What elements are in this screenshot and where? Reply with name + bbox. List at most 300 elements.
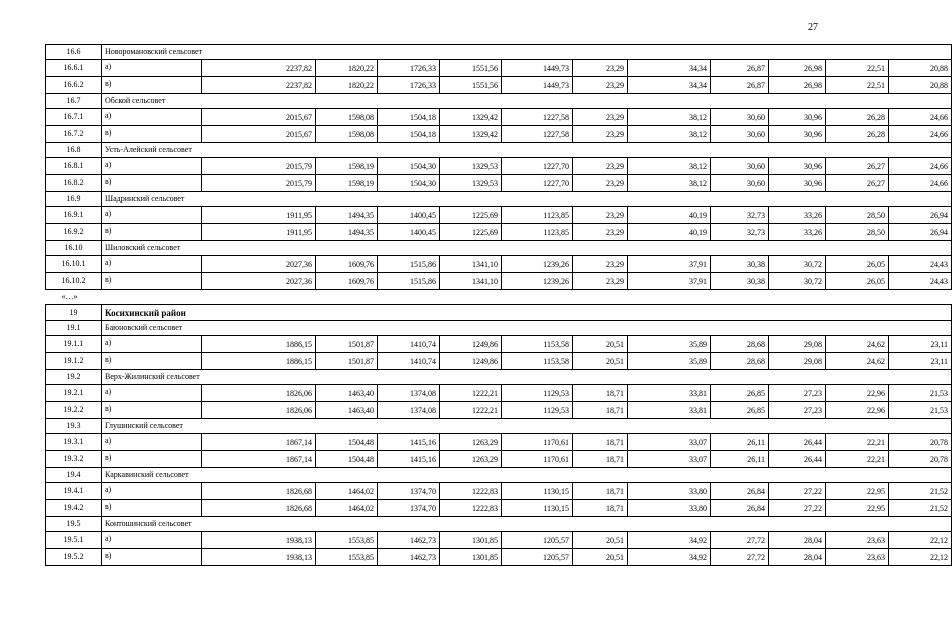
value-cell: 1123,85 [502,224,573,241]
value-cell: 28,68 [711,336,769,353]
section-row [46,321,952,336]
value-cell: 26,27 [826,175,889,192]
value-cell: 23,29 [573,126,628,143]
row-label: а) [102,109,202,126]
section-row [46,45,952,60]
value-cell: 34,92 [628,532,711,549]
value-cell: 1263,29 [440,451,502,468]
value-cell: 1598,19 [316,158,378,175]
value-cell: 33,81 [628,402,711,419]
row-code: 16.7.1 [46,109,102,126]
value-cell: 1598,08 [316,126,378,143]
value-cell: 26,98 [769,60,826,77]
value-cell: 1329,53 [440,175,502,192]
value-cell: 1129,53 [502,402,573,419]
value-cell: 26,28 [826,126,889,143]
row-label: в) [102,175,202,192]
section-name: Баюновский сельсовет [102,321,952,336]
row-label: в) [102,451,202,468]
value-cell: 2027,36 [202,273,316,290]
district-name: Косихинский район [102,305,952,321]
row-code: 19.2 [46,370,102,385]
table-row [46,60,952,77]
table-row [46,532,952,549]
value-cell: 30,96 [769,175,826,192]
value-cell: 22,96 [826,385,889,402]
page-number: 27 [808,22,818,33]
value-cell: 1504,48 [316,434,378,451]
row-code: 16.8.1 [46,158,102,175]
value-cell: 27,23 [769,402,826,419]
value-cell: 33,80 [628,483,711,500]
value-cell: 20,51 [573,336,628,353]
value-cell: 38,12 [628,158,711,175]
value-cell: 2015,79 [202,158,316,175]
row-label: в) [102,224,202,241]
value-cell: 34,34 [628,60,711,77]
row-code: 16.7 [46,94,102,109]
value-cell: 1551,56 [440,77,502,94]
value-cell: 22,21 [826,434,889,451]
value-cell: 24,43 [889,256,952,273]
value-cell: 23,29 [573,60,628,77]
section-name: Шадринский сельсовет [102,192,952,207]
value-cell: 1501,87 [316,353,378,370]
value-cell: 30,96 [769,109,826,126]
value-cell: 20,88 [889,77,952,94]
section-name: Шиловский сельсовет [102,241,952,256]
value-cell: 33,07 [628,451,711,468]
table-row [46,500,952,517]
row-code: 16.8.2 [46,175,102,192]
value-cell: 22,12 [889,549,952,566]
value-cell: 1886,15 [202,336,316,353]
value-cell: 27,22 [769,500,826,517]
table-row [46,549,952,566]
table-row [46,336,952,353]
value-cell: 22,95 [826,500,889,517]
row-label: в) [102,126,202,143]
value-cell: 1205,57 [502,532,573,549]
value-cell: 1449,73 [502,60,573,77]
value-cell: 26,11 [711,434,769,451]
value-cell: 30,60 [711,175,769,192]
table-row [46,77,952,94]
value-cell: 1938,13 [202,549,316,566]
value-cell: 1504,18 [378,109,440,126]
value-cell: 18,71 [573,500,628,517]
value-cell: 28,04 [769,532,826,549]
value-cell: 23,29 [573,77,628,94]
section-row [46,468,952,483]
row-code: 19.1.2 [46,353,102,370]
value-cell: 30,72 [769,256,826,273]
table-row [46,353,952,370]
table-row [46,207,952,224]
row-code: 19.5.1 [46,532,102,549]
value-cell: 24,62 [826,336,889,353]
value-cell: 20,51 [573,549,628,566]
section-row [46,241,952,256]
value-cell: 30,60 [711,109,769,126]
value-cell: 1886,15 [202,353,316,370]
value-cell: 1222,83 [440,483,502,500]
value-cell: 18,71 [573,483,628,500]
section-name: Контошинский сельсовет [102,517,952,532]
value-cell: 32,73 [711,224,769,241]
value-cell: 20,78 [889,451,952,468]
value-cell: 1415,16 [378,451,440,468]
value-cell: 1225,69 [440,207,502,224]
value-cell: 1553,85 [316,549,378,566]
value-cell: 24,66 [889,126,952,143]
value-cell: 1153,58 [502,353,573,370]
value-cell: 1911,95 [202,224,316,241]
value-cell: 1400,45 [378,224,440,241]
table-row [46,273,952,290]
value-cell: 20,78 [889,434,952,451]
value-cell: 1341,10 [440,273,502,290]
value-cell: 2027,36 [202,256,316,273]
value-cell: 22,51 [826,77,889,94]
row-label: а) [102,336,202,353]
value-cell: 1374,08 [378,385,440,402]
table-row [46,434,952,451]
value-cell: 33,07 [628,434,711,451]
value-cell: 33,80 [628,500,711,517]
value-cell: 1227,70 [502,175,573,192]
section-name: Обской сельсовет [102,94,952,109]
value-cell: 1462,73 [378,532,440,549]
value-cell: 28,04 [769,549,826,566]
value-cell: 37,91 [628,273,711,290]
value-cell: 1227,58 [502,126,573,143]
value-cell: 1410,74 [378,353,440,370]
value-cell: 1329,42 [440,109,502,126]
value-cell: 28,50 [826,207,889,224]
value-cell: 1239,26 [502,256,573,273]
value-cell: 1462,73 [378,549,440,566]
value-cell: 1515,86 [378,273,440,290]
value-cell: 33,26 [769,224,826,241]
row-label: в) [102,402,202,419]
value-cell: 1341,10 [440,256,502,273]
value-cell: 1249,86 [440,353,502,370]
value-cell: 1130,15 [502,500,573,517]
value-cell: 23,29 [573,256,628,273]
section-name: Усть-Алейский сельсовет [102,143,952,158]
section-row [46,143,952,158]
value-cell: 18,71 [573,451,628,468]
row-label: в) [102,549,202,566]
value-cell: 1123,85 [502,207,573,224]
value-cell: 26,94 [889,207,952,224]
tariff-table [45,44,952,566]
value-cell: 22,96 [826,402,889,419]
value-cell: 1129,53 [502,385,573,402]
value-cell: 1464,02 [316,483,378,500]
value-cell: 30,38 [711,256,769,273]
value-cell: 30,60 [711,126,769,143]
value-cell: 1239,26 [502,273,573,290]
row-code: 19.4.2 [46,500,102,517]
table-row [46,451,952,468]
section-row [46,517,952,532]
table-body [46,45,952,566]
value-cell: 32,73 [711,207,769,224]
value-cell: 34,34 [628,77,711,94]
row-code: 16.9 [46,192,102,207]
row-code: 19.3.1 [46,434,102,451]
value-cell: 1170,61 [502,451,573,468]
value-cell: 38,12 [628,175,711,192]
value-cell: 1301,85 [440,549,502,566]
value-cell: 1867,14 [202,434,316,451]
value-cell: 1329,53 [440,158,502,175]
row-label: а) [102,483,202,500]
row-label: а) [102,158,202,175]
value-cell: 1504,18 [378,126,440,143]
value-cell: 37,91 [628,256,711,273]
value-cell: 21,53 [889,402,952,419]
value-cell: 1329,42 [440,126,502,143]
row-code: 19.2.2 [46,402,102,419]
row-label: а) [102,207,202,224]
section-row [46,94,952,109]
value-cell: 1938,13 [202,532,316,549]
section-name: Новоромановский сельсовет [102,45,952,60]
value-cell: 1726,33 [378,60,440,77]
value-cell: 18,71 [573,402,628,419]
value-cell: 40,19 [628,224,711,241]
value-cell: 1553,85 [316,532,378,549]
value-cell: 1609,76 [316,273,378,290]
section-row [46,370,952,385]
value-cell: 26,84 [711,500,769,517]
value-cell: 29,08 [769,336,826,353]
value-cell: 2015,67 [202,109,316,126]
value-cell: 30,60 [711,158,769,175]
row-label: в) [102,353,202,370]
value-cell: 1374,08 [378,402,440,419]
table-row [46,402,952,419]
value-cell: 1494,35 [316,207,378,224]
value-cell: 24,62 [826,353,889,370]
value-cell: 1227,58 [502,109,573,126]
value-cell: 2015,67 [202,126,316,143]
value-cell: 1400,45 [378,207,440,224]
value-cell: 1826,06 [202,402,316,419]
value-cell: 27,72 [711,549,769,566]
table-row [46,385,952,402]
value-cell: 1222,21 [440,385,502,402]
value-cell: 26,85 [711,402,769,419]
value-cell: 1501,87 [316,336,378,353]
row-code: 16.6 [46,45,102,60]
district-row [46,305,952,321]
table-row [46,158,952,175]
row-code: 16.6.1 [46,60,102,77]
value-cell: 1222,83 [440,500,502,517]
table-row [46,126,952,143]
section-name: Глушинский сельсовет [102,419,952,434]
row-label: в) [102,273,202,290]
value-cell: 18,71 [573,434,628,451]
value-cell: 1205,57 [502,549,573,566]
value-cell: 1504,30 [378,158,440,175]
value-cell: 40,19 [628,207,711,224]
row-label: в) [102,77,202,94]
value-cell: 23,63 [826,532,889,549]
value-cell: 26,11 [711,451,769,468]
value-cell: 23,29 [573,273,628,290]
value-cell: 1826,68 [202,500,316,517]
value-cell: 20,51 [573,353,628,370]
value-cell: 2015,79 [202,175,316,192]
value-cell: 26,94 [889,224,952,241]
value-cell: 38,12 [628,109,711,126]
value-cell: 24,66 [889,158,952,175]
value-cell: 1826,06 [202,385,316,402]
value-cell: 26,87 [711,60,769,77]
value-cell: 1911,95 [202,207,316,224]
value-cell: 1598,19 [316,175,378,192]
value-cell: 21,52 [889,483,952,500]
value-cell: 2237,82 [202,77,316,94]
value-cell: 26,44 [769,434,826,451]
value-cell: 24,66 [889,109,952,126]
value-cell: 35,89 [628,336,711,353]
row-label: а) [102,532,202,549]
row-code: 16.8 [46,143,102,158]
value-cell: 26,05 [826,273,889,290]
ellipsis-row [46,290,952,305]
table-row [46,256,952,273]
row-code: 16.10 [46,241,102,256]
row-code: 16.9.1 [46,207,102,224]
value-cell: 21,52 [889,500,952,517]
row-code: 16.7.2 [46,126,102,143]
value-cell: 22,95 [826,483,889,500]
value-cell: 23,11 [889,336,952,353]
row-code: 19 [46,305,102,321]
value-cell: 28,68 [711,353,769,370]
value-cell: 26,84 [711,483,769,500]
value-cell: 1515,86 [378,256,440,273]
row-code: 19.3 [46,419,102,434]
value-cell: 34,92 [628,549,711,566]
row-code: 19.4.1 [46,483,102,500]
value-cell: 33,81 [628,385,711,402]
value-cell: 26,27 [826,158,889,175]
table-row [46,483,952,500]
value-cell: 26,44 [769,451,826,468]
row-code: 19.3.2 [46,451,102,468]
table-row [46,109,952,126]
row-code: 19.2.1 [46,385,102,402]
row-code: 16.10.1 [46,256,102,273]
value-cell: 23,29 [573,224,628,241]
value-cell: 1374,70 [378,500,440,517]
row-code: 16.10.2 [46,273,102,290]
value-cell: 20,51 [573,532,628,549]
value-cell: 23,29 [573,207,628,224]
value-cell: 1225,69 [440,224,502,241]
value-cell: 20,88 [889,60,952,77]
value-cell: 24,66 [889,175,952,192]
value-cell: 1301,85 [440,532,502,549]
value-cell: 30,38 [711,273,769,290]
section-row [46,192,952,207]
value-cell: 1504,48 [316,451,378,468]
value-cell: 30,96 [769,126,826,143]
value-cell: 26,28 [826,109,889,126]
value-cell: 1374,70 [378,483,440,500]
value-cell: 1227,70 [502,158,573,175]
value-cell: 1826,68 [202,483,316,500]
value-cell: 1249,86 [440,336,502,353]
value-cell: 1170,61 [502,434,573,451]
value-cell: 1820,22 [316,60,378,77]
value-cell: 26,98 [769,77,826,94]
value-cell: 30,72 [769,273,826,290]
value-cell: 38,12 [628,126,711,143]
value-cell: 23,63 [826,549,889,566]
value-cell: 22,51 [826,60,889,77]
row-code: 19.4 [46,468,102,483]
section-name: Верх-Жилинский сельсовет [102,370,952,385]
ellipsis-text: «…» [61,292,78,301]
value-cell: 23,29 [573,175,628,192]
row-code: 19.5 [46,517,102,532]
value-cell: 1263,29 [440,434,502,451]
value-cell: 29,08 [769,353,826,370]
value-cell: 1130,15 [502,483,573,500]
value-cell: 28,50 [826,224,889,241]
value-cell: 18,71 [573,385,628,402]
value-cell: 1410,74 [378,336,440,353]
value-cell: 1463,40 [316,385,378,402]
value-cell: 27,72 [711,532,769,549]
value-cell: 26,85 [711,385,769,402]
row-label: а) [102,434,202,451]
table-row [46,224,952,241]
row-code: 16.9.2 [46,224,102,241]
value-cell: 1463,40 [316,402,378,419]
value-cell: 1551,56 [440,60,502,77]
value-cell: 26,87 [711,77,769,94]
section-row [46,419,952,434]
value-cell: 23,29 [573,109,628,126]
row-label: а) [102,256,202,273]
value-cell: 1222,21 [440,402,502,419]
value-cell: 1504,30 [378,175,440,192]
value-cell: 22,12 [889,532,952,549]
value-cell: 23,11 [889,353,952,370]
value-cell: 1820,22 [316,77,378,94]
row-label: а) [102,385,202,402]
value-cell: 21,53 [889,385,952,402]
value-cell: 2237,82 [202,60,316,77]
value-cell: 1153,58 [502,336,573,353]
value-cell: 26,05 [826,256,889,273]
value-cell: 24,43 [889,273,952,290]
value-cell: 22,21 [826,451,889,468]
row-code: 16.6.2 [46,77,102,94]
row-code: 19.1 [46,321,102,336]
value-cell: 1464,02 [316,500,378,517]
value-cell: 27,22 [769,483,826,500]
